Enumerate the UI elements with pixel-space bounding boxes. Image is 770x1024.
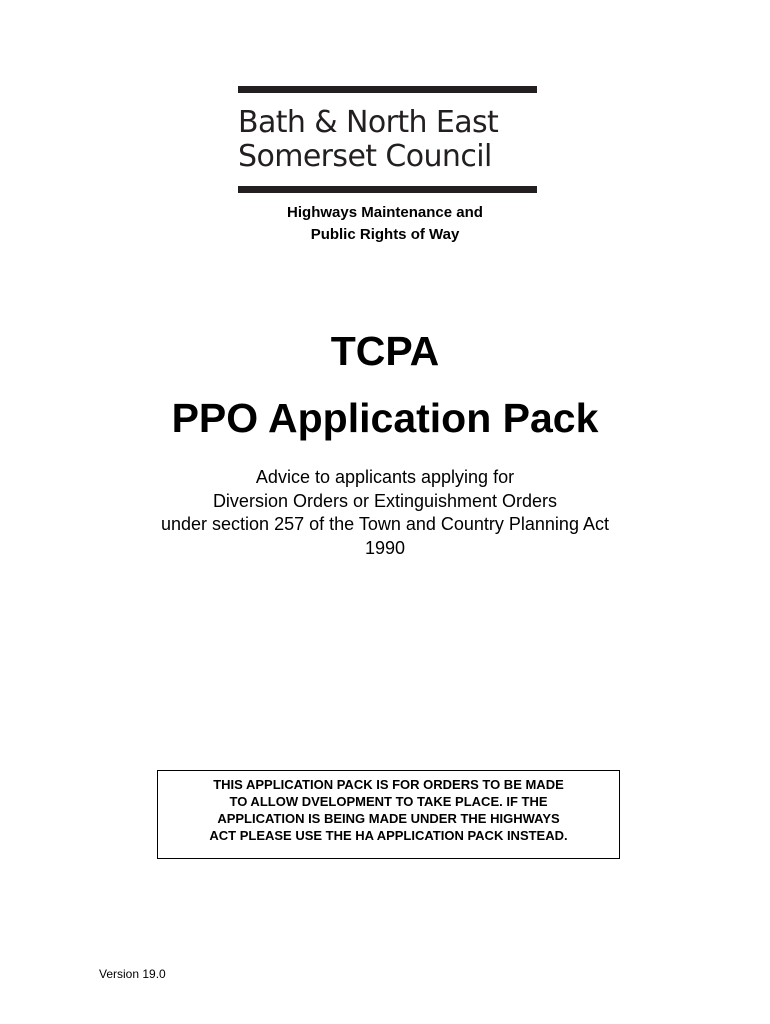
notice-line-3: APPLICATION IS BEING MADE UNDER THE HIGHWAYS xyxy=(217,811,560,826)
notice-line-4: ACT PLEASE USE THE HA APPLICATION PACK INSTEAD. xyxy=(209,828,568,843)
logo-text-line-2: Somerset Council xyxy=(238,139,492,174)
advice-line-1: Advice to applicants applying for xyxy=(255,467,515,487)
notice-box xyxy=(157,770,620,859)
logo-bottom-bar xyxy=(238,186,537,193)
council-logo xyxy=(238,86,537,193)
advice-line-2: Diversion Orders or Extinguishment Orders xyxy=(212,490,558,511)
logo-text-line-1: Bath & North East xyxy=(238,105,499,140)
notice-line-1: THIS APPLICATION PACK IS FOR ORDERS TO BE MADE xyxy=(213,777,564,792)
advice-line-4: 1990 xyxy=(364,537,406,558)
department-heading xyxy=(0,202,770,246)
department-line-1: Highways Maintenance and xyxy=(287,204,483,221)
advice-line-3: under section 257 of the Town and Country Planning Act xyxy=(161,514,609,534)
department-line-2: Public Rights of Way xyxy=(310,226,460,243)
version-label: Version 19.0 xyxy=(99,967,166,981)
logo-top-bar xyxy=(238,86,537,93)
document-title-line-1: TCPA xyxy=(330,328,440,374)
notice-line-2: TO ALLOW DVELOPMENT TO TAKE PLACE. IF THE xyxy=(229,794,548,809)
advice-subtitle xyxy=(0,466,770,560)
document-title-line-2: PPO Application Pack xyxy=(171,395,599,441)
